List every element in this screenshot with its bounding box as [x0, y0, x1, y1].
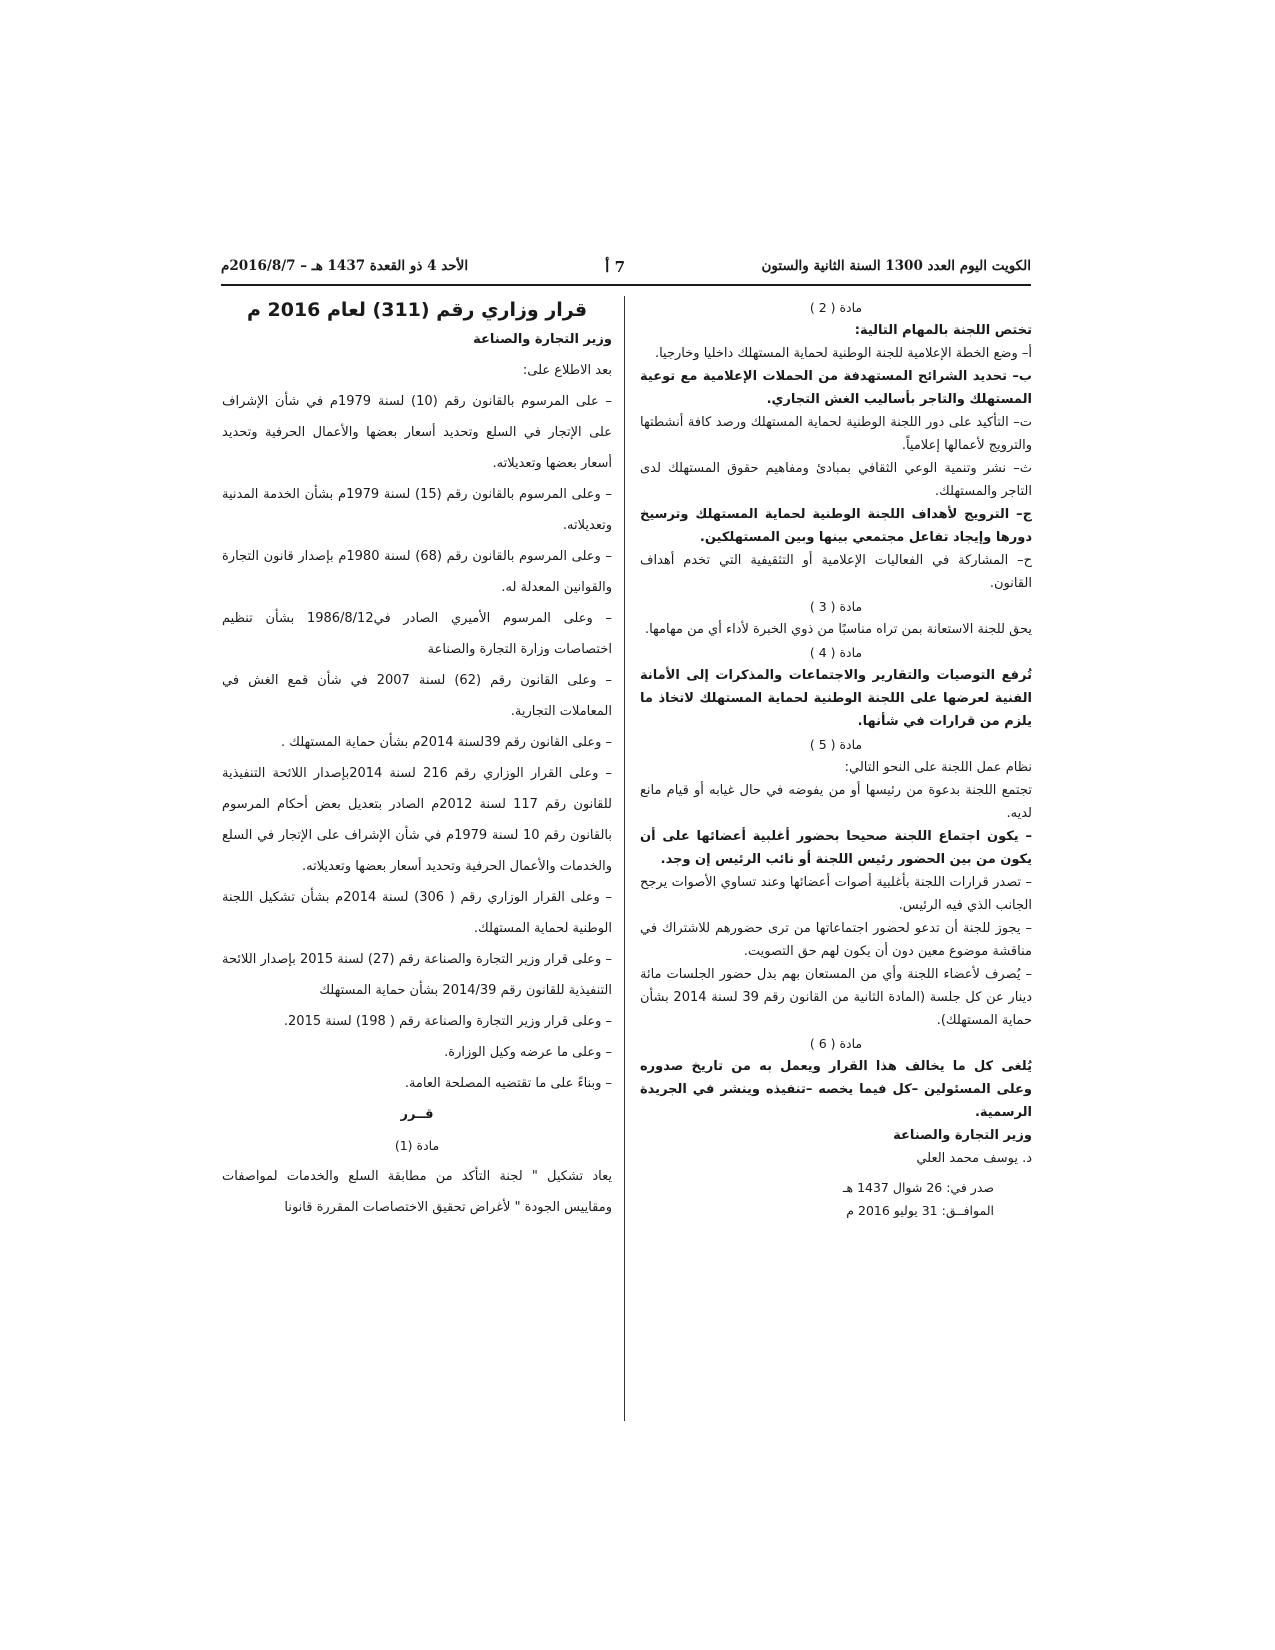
page-header: [221, 258, 1031, 284]
issue-dates: [640, 1176, 1032, 1222]
decided-heading: قــرر: [400, 1107, 434, 1122]
page-number: 7 أ: [605, 258, 625, 276]
article-2-item: ح– المشاركة في الفعاليات الإعلامية أو التثقيفية التي تخدم أهداف القانون.: [640, 553, 1032, 591]
right-column: [640, 296, 1032, 1222]
article-2-item: ج– الترويج لأهداف اللجنة الوطنية لحماية المستهلك وترسيخ دورها وإيجاد تفاعل مجتمعي بينها وبين المستهلكين.: [640, 507, 1032, 545]
article-5-item: – تصدر قرارات اللجنة بأغلبية أصوات أعضائها وعند تساوي الأصوات يرجح الجانب الذي فيه الرئيس.: [640, 875, 1032, 913]
article-6-text: يُلغى كل ما يخالف هذا القرار ويعمل به من تاريخ صدوره وعلى المسئولين –كل فيما يخصه –تنفيذه وينشر في الجريدة الرسمية.: [640, 1059, 1032, 1120]
article-2-item: أ– وضع الخطة الإعلامية للجنة الوطنية لحماية المستهلك داخليا وخارجيا.: [654, 346, 1032, 361]
minister-title: وزير التجارة والصناعة: [893, 1128, 1032, 1143]
preamble-item: – وعلى المرسوم بالقانون رقم (68) لسنة 1980م بإصدار قانون التجارة والقوانين المعدلة له.: [222, 549, 612, 595]
article-2-item: ث– نشر وتنمية الوعي الثقافي بمبادئ ومفاهيم حقوق المستهلك لدى التاجر والمستهلك.: [640, 461, 1032, 499]
preamble-item: – وعلى قرار وزير التجارة والصناعة رقم (27) لسنة 2015 بإصدار اللائحة التنفيذية للقانون رقم 2014/39 بشأن حماية المستهلك: [222, 952, 612, 998]
column-divider: [624, 296, 625, 1421]
article-2-item: ت– التأكيد على دور اللجنة الوطنية لحماية المستهلك ورصد كافة أنشطتها والترويج لأعمالها إعلامياً.: [640, 415, 1032, 453]
minister-name: د. يوسف محمد العلي: [916, 1151, 1032, 1166]
article-5-item: – يكون اجتماع اللجنة صحيحا بحضور أغلبية أعضائها على أن يكون من بين الحضور رئيس اللجنة أو نائب الرئيس إن وجد.: [640, 829, 1032, 867]
preamble-intro: بعد الاطلاع على:: [522, 363, 612, 378]
article-2-heading: مادة ( 2 ): [809, 300, 863, 315]
article-3-heading: مادة ( 3 ): [809, 599, 863, 614]
preamble-item: – وعلى القانون رقم (62) لسنة 2007 في شأن قمع الغش في المعاملات التجارية.: [222, 673, 612, 719]
article-2-intro: تختص اللجنة بالمهام التالية:: [854, 323, 1032, 338]
preamble-item: – وعلى القرار الوزاري رقم ( 306) لسنة 2014م بشأن تشكيل اللجنة الوطنية لحماية المستهلك.: [222, 890, 612, 936]
left-column: [222, 296, 612, 1223]
header-rule: [221, 284, 1031, 286]
decree-issuer: وزير التجارة والصناعة: [473, 332, 612, 347]
issued-gregorian: الموافــق: 31 يوليو 2016 م: [846, 1203, 994, 1218]
article-5-item: تجتمع اللجنة بدعوة من رئيسها أو من يفوضه في حال غيابه أو قيام مانع لديه.: [640, 783, 1032, 821]
article-5-item: – يجوز للجنة أن تدعو لحضور اجتماعاتها من ترى حضورهم للاشتراك في مناقشة موضوع معين دون أن يكون لهم حق التصويت.: [640, 921, 1032, 959]
article-6-heading: مادة ( 6 ): [809, 1036, 863, 1051]
article-2-item: ب– تحديد الشرائح المستهدفة من الحملات الإعلامية مع توعية المستهلك والتاجر بأساليب الغش التجاري.: [640, 369, 1032, 407]
preamble-item: – وعلى ما عرضه وكيل الوزارة.: [444, 1045, 612, 1060]
preamble-item: – وبناءً على ما تقتضيه المصلحة العامة.: [404, 1076, 612, 1091]
article-4-text: تُرفع التوصيات والتقارير والاجتماعات والمذكرات إلى الأمانة الفنية لعرضها على اللجنة الوطنية لحماية المستهلك لاتخاذ ما يلزم من قرارات في شأنها.: [640, 668, 1032, 729]
publication-info: الكويت اليوم العدد 1300 السنة الثانية والستون: [761, 258, 1031, 274]
article-5-intro: نظام عمل اللجنة على النحو التالي:: [844, 760, 1032, 775]
preamble-item: – وعلى المرسوم بالقانون رقم (15) لسنة 1979م بشأن الخدمة المدنية وتعديلاته.: [222, 487, 612, 533]
issue-date: الأحد 4 ذو القعدة 1437 هـ – 2016/8/7م: [221, 258, 469, 274]
preamble-item: – وعلى القرار الوزاري رقم 216 لسنة 2014بإصدار اللائحة التنفيذية للقانون رقم 117 لسنة 2012م الصادر بتعديل بعض أحكام المرسوم بالقانون رقم 10 لسنة 1979م في شأن الإشراف على الإتجار في السلع والخدمات والأعمال الحرفية وتحديد أسعار بعضها وتعديلاته.: [222, 766, 613, 874]
article-3-text: يحق للجنة الاستعانة بمن تراه مناسبًا من ذوي الخبرة لأداء أي من مهامها.: [644, 622, 1032, 637]
issued-hijri: صدر في: 26 شوال 1437 هـ: [842, 1180, 994, 1195]
preamble-item: – وعلى قرار وزير التجارة والصناعة رقم ( 198) لسنة 2015.: [283, 1014, 612, 1029]
article-4-heading: مادة ( 4 ): [809, 645, 863, 660]
article-5-item: – يُصرف لأعضاء اللجنة وأي من المستعان بهم بدل حضور الجلسات مائة دينار عن كل جلسة (المادة الثانية من القانون رقم 39 لسنة 2014 بشأن حماية المستهلك).: [640, 967, 1032, 1028]
preamble-item: – وعلى المرسوم الأميري الصادر في1986/8/12 بشأن تنظيم اختصاصات وزارة التجارة والصناعة: [222, 611, 612, 657]
preamble-item: – وعلى القانون رقم 39لسنة 2014م بشأن حماية المستهلك .: [281, 735, 612, 750]
article-1-text: يعاد تشكيل " لجنة التأكد من مطابقة السلع والخدمات لمواصفات ومقاييس الجودة " لأغراض تحقيق الاختصاصات المقررة قانونا: [222, 1169, 612, 1215]
decree-title: قرار وزاري رقم (311) لعام 2016 م: [246, 299, 588, 321]
article-1-heading: مادة (1): [394, 1138, 440, 1153]
preamble-item: – على المرسوم بالقانون رقم (10) لسنة 1979م في شأن الإشراف على الإتجار في السلع وتحديد أسعار بعضها والأعمال الحرفية وتحديد أسعار بعضها وتعديلاته.: [222, 394, 613, 471]
article-5-heading: مادة ( 5 ): [809, 737, 863, 752]
